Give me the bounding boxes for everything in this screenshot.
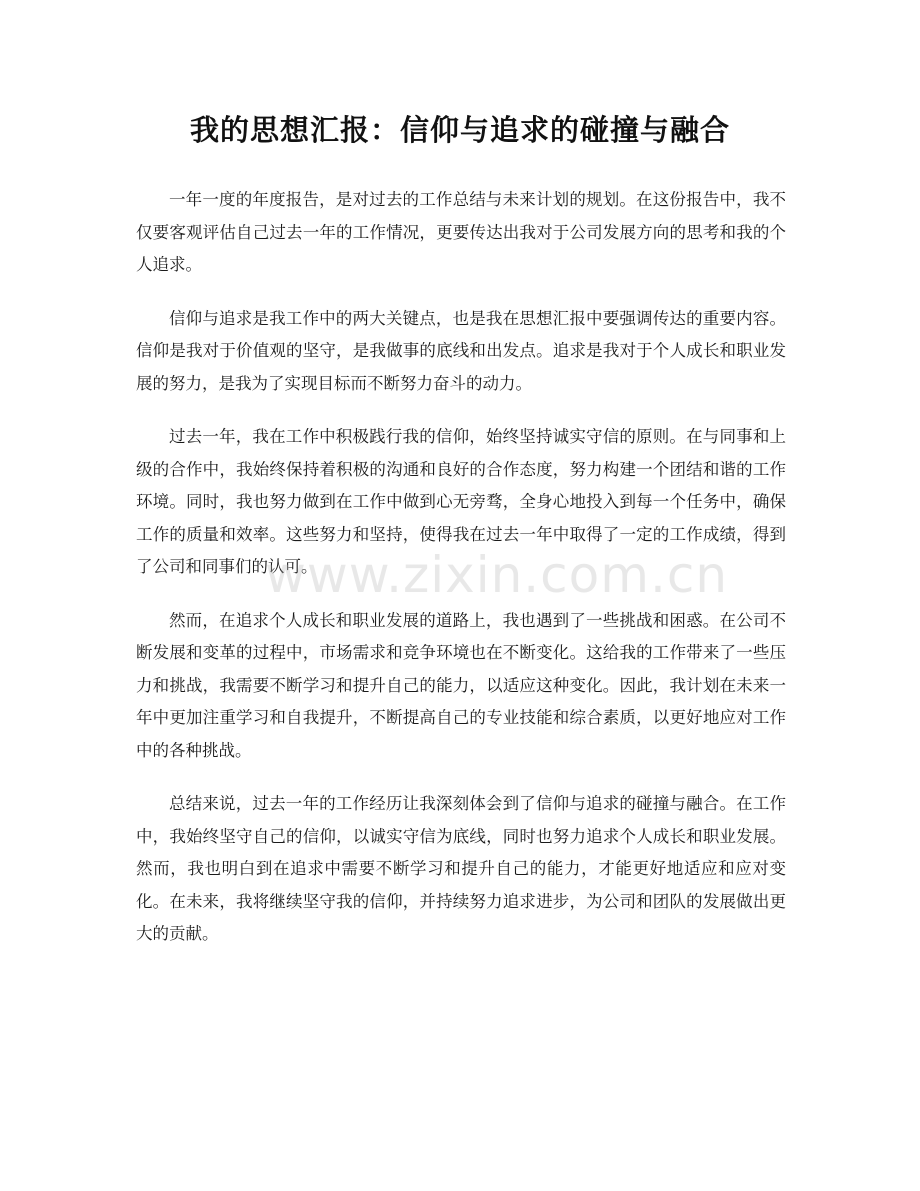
document-body: [136, 184, 786, 972]
paragraph-2: 信仰与追求是我工作中的两大关键点，也是我在思想汇报中要强调传达的重要内容。信仰是我对于价值观的坚守，是我做事的底线和出发点。追求是我对于个人成长和职业发展的努力，是我为了实现目标而不断努力奋斗的动力。: [136, 308, 786, 393]
paragraph-1: 一年一度的年度报告，是对过去的工作总结与未来计划的规划。在这份报告中，我不仅要客观评估自己过去一年的工作情况，更要传达出我对于公司发展方向的思考和我的个人追求。: [136, 190, 786, 274]
document-title: 我的思想汇报：信仰与追求的碰撞与融合: [189, 113, 730, 147]
paragraph-3: 过去一年，我在工作中积极践行我的信仰，始终坚持诚实守信的原则。在与同事和上级的合作中，我始终保持着积极的沟通和良好的合作态度，努力构建一个团结和谐的工作环境。同时，我也努力做到在工作中做到心无旁骛，全身心地投入到每一个任务中，确保工作的质量和效率。这些努力和坚持，使得我在过去一年中取得了一定的工作成绩，得到了公司和同事们的认可。: [136, 427, 786, 576]
paragraph-5: 总结来说，过去一年的工作经历让我深刻体会到了信仰与追求的碰撞与融合。在工作中，我始终坚守自己的信仰，以诚实守信为底线，同时也努力追求个人成长和职业发展。然而，我也明白到在追求中需要不断学习和提升自己的能力，才能更好地适应和应对变化。在未来，我将继续坚守我的信仰，并持续努力追求进步，为公司和团队的发展做出更大的贡献。: [136, 794, 786, 943]
paragraph-4: 然而，在追求个人成长和职业发展的道路上，我也遇到了一些挑战和困惑。在公司不断发展和变革的过程中，市场需求和竞争环境也在不断变化。这给我的工作带来了一些压力和挑战，我需要不断学习和提升自己的能力，以适应这种变化。因此，我计划在未来一年中更加注重学习和自我提升，不断提高自己的专业技能和综合素质，以更好地应对工作中的各种挑战。: [136, 610, 786, 760]
watermark: www.zixin.com.cn: [265, 546, 729, 604]
